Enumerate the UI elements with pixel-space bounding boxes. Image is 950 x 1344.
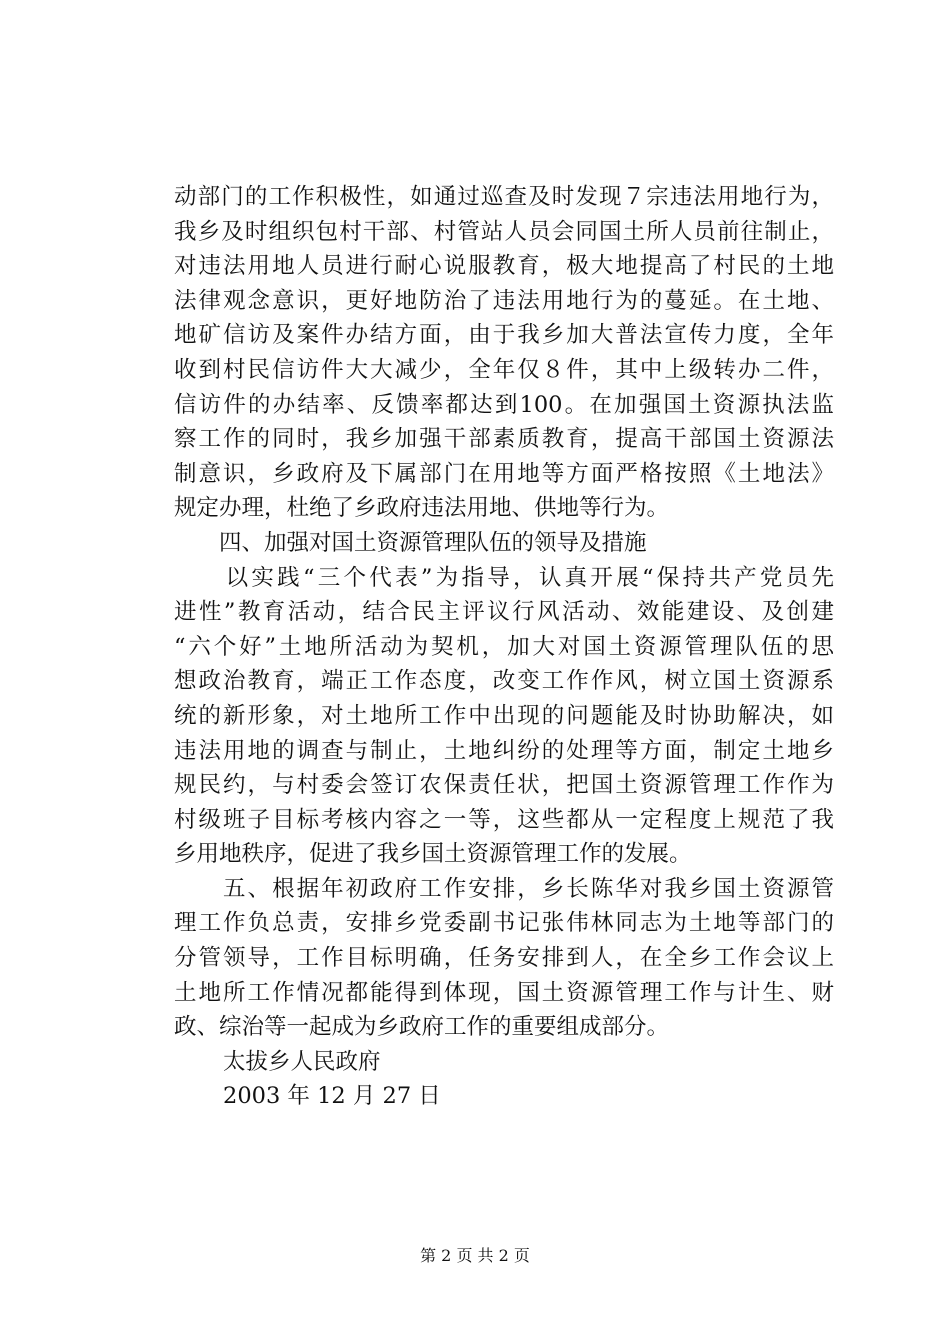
- page-number: 第 2 页 共 2 页: [420, 1246, 530, 1265]
- text-line: 我乡及时组织包村干部、村管站人员会同国土所人员前往制止，: [174, 218, 834, 245]
- signature-date: 2003 年 12 月 27 日: [178, 1083, 441, 1110]
- text-line: 制意识，乡政府及下属部门在用地等方面严格按照《土地法》: [174, 460, 834, 487]
- text-line: 统的新形象，对土地所工作中出现的问题能及时协助解决，如: [174, 702, 834, 729]
- text-line: 理工作负总责，安排乡党委副书记张伟林同志为土地等部门的: [174, 910, 834, 937]
- text-line: 对违法用地人员进行耐心说服教育，极大地提高了村民的土地: [174, 253, 834, 280]
- text-line: 信访件的办结率、反馈率都达到100。在加强国土资源执法监: [174, 391, 834, 418]
- text-line: “六个好”土地所活动为契机，加大对国土资源管理队伍的思: [174, 633, 834, 660]
- text-line: 规定办理，杜绝了乡政府违法用地、供地等行为。: [174, 495, 670, 522]
- page-footer: [0, 1246, 950, 1266]
- text-line: 动部门的工作积极性，如通过巡查及时发现７宗违法用地行为，: [174, 184, 834, 210]
- text-line: 想政治教育，端正工作态度，改变工作作风，树立国土资源系: [174, 668, 834, 695]
- text-line: 分管领导，工作目标明确，任务安排到人，在全乡工作会议上: [174, 945, 834, 972]
- text-line: 地矿信访及案件办结方面，由于我乡加大普法宣传力度，全年: [174, 322, 834, 349]
- text-line: 村级班子目标考核内容之一等，这些都从一定程度上规范了我: [174, 806, 834, 833]
- text-line: 土地所工作情况都能得到体现，国土资源管理工作与计生、财: [174, 979, 834, 1006]
- text-line: 乡用地秩序，促进了我乡国土资源管理工作的发展。: [174, 841, 692, 868]
- text-line: 以实践“三个代表”为指导，认真开展“保持共产党员先: [174, 564, 834, 591]
- text-line: 收到村民信访件大大减少，全年仅８件，其中上级转办二件，: [174, 356, 834, 383]
- text-line: 法律观念意识，更好地防治了违法用地行为的蔓延。在土地、: [174, 287, 834, 314]
- text-line: 规民约，与村委会签订农保责任状，把国土资源管理工作作为: [174, 772, 834, 799]
- text-line: 五、根据年初政府工作安排，乡长陈华对我乡国土资源管: [174, 875, 834, 902]
- text-line: 察工作的同时，我乡加强干部素质教育，提高干部国土资源法: [174, 426, 834, 453]
- section-heading: 四、加强对国土资源管理队伍的领导及措施: [174, 529, 647, 556]
- text-line: 政、综治等一起成为乡政府工作的重要组成部分。: [174, 1014, 670, 1041]
- document-body: [174, 180, 834, 1114]
- text-line: 进性”教育活动，结合民主评议行风活动、效能建设、及创建: [174, 599, 834, 626]
- signature-organization: 太拔乡人民政府: [178, 1048, 381, 1075]
- text-line: 违法用地的调查与制止，土地纠纷的处理等方面，制定土地乡: [174, 737, 834, 764]
